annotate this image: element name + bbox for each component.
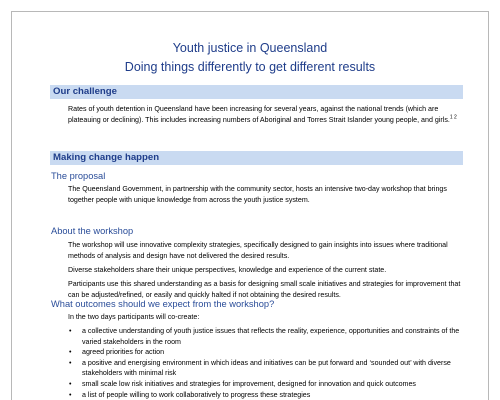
- document-title: Youth justice in Queensland: [172, 41, 328, 55]
- list-item: [68, 379, 464, 390]
- section-heading-our-challenge: Our challenge: [50, 85, 463, 99]
- subheading-outcomes: What outcomes should we expect from the workshop?: [51, 299, 275, 309]
- outcomes-bullet-list: [68, 326, 464, 400]
- workshop-paragraph-2: Diverse stakeholders share their unique perspectives, knowledge and experience of the current state.: [68, 266, 387, 274]
- proposal-paragraph: The Queensland Government, in partnership with the community sector, hosts an intensive two-day workshop that brings together people with unique knowledge from across the youth justice system.: [68, 185, 447, 204]
- bullet-icon: •: [69, 348, 72, 357]
- bullet-icon: •: [69, 390, 72, 399]
- list-item-text: a list of people willing to work collaboratively to progress these strategies: [82, 390, 311, 399]
- list-item-text: a collective understanding of youth justice issues that reflects the reality, experience, opportunities and constraints of the varied stakeholders in the room: [82, 327, 460, 346]
- list-item-text: agreed priorities for action: [82, 348, 165, 357]
- workshop-paragraph-3: Participants use this shared understanding as a basis for designing small scale initiatives and strategies for improvement that can be adjusted/refined, or easily and quickly halted if not obtaining the desired results.: [68, 280, 461, 299]
- section-heading-making-change-happen: Making change happen: [50, 151, 463, 165]
- list-item: [68, 347, 464, 358]
- workshop-paragraph-1: The workshop will use innovative complexity strategies, specifically designed to gain insights into issues where traditional methods of analysis and design have not delivered the desired results.: [68, 241, 448, 260]
- subheading-the-proposal: The proposal: [51, 171, 106, 181]
- subheading-about-the-workshop: About the workshop: [51, 226, 134, 236]
- document-page: [11, 11, 489, 400]
- document-subtitle: Doing things differently to get different results: [124, 60, 376, 74]
- list-item: [68, 358, 464, 379]
- challenge-text: Rates of youth detention in Queensland have been increasing for several years, against the national trends (which are plateauing or declining). This includes increasing numbers of Aboriginal and Torres Strait Islander young people, and girls.: [68, 105, 450, 124]
- list-item: [68, 326, 464, 347]
- list-item: [68, 390, 464, 400]
- challenge-paragraph: [68, 104, 462, 125]
- list-item-text: small scale low risk initiatives and strategies for improvement, designed for innovation and quick outcomes: [82, 379, 416, 388]
- list-item-text: a positive and energising environment in which ideas and initiatives can be put forward and ‘sounded out’ with diverse stakeholders with minimal risk: [82, 358, 451, 378]
- bullet-icon: •: [69, 358, 72, 367]
- outcomes-intro: In the two days participants will co-create:: [68, 313, 200, 321]
- bullet-icon: •: [69, 327, 72, 335]
- footnote-references: 1 2: [449, 114, 457, 121]
- bullet-icon: •: [69, 379, 72, 388]
